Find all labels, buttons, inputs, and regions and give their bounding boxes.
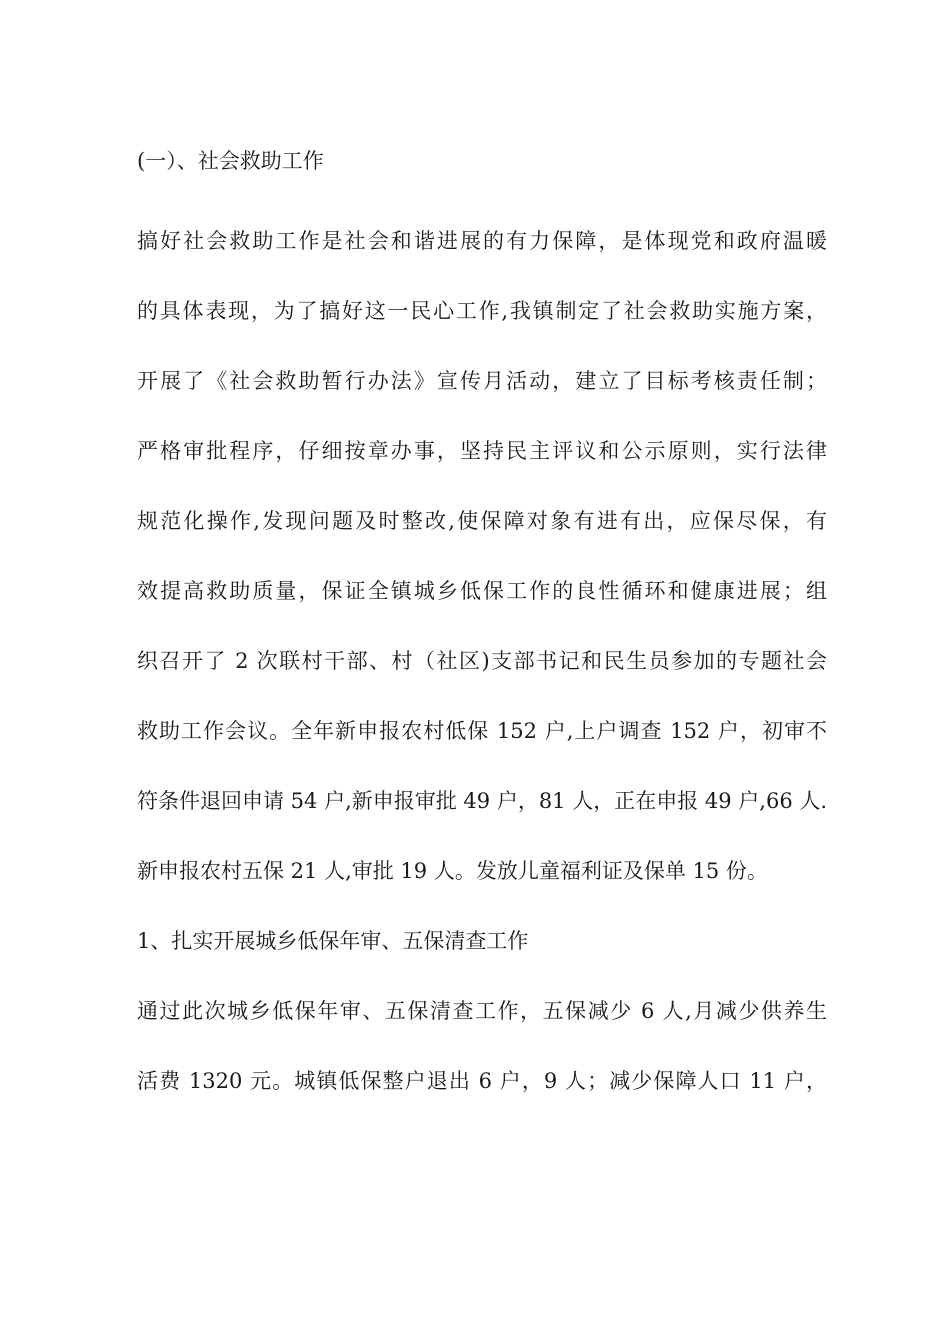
paragraph-line: 开展了《社会救助暂行办法》宣传月活动，建立了目标考核责任制； xyxy=(137,369,827,393)
paragraph-line: 织召开了 2 次联村干部、村（社区)支部书记和民生员参加的专题社会 xyxy=(137,649,827,673)
paragraph-line: 通过此次城乡低保年审、五保清查工作，五保减少 6 人,月减少供养生 xyxy=(137,999,827,1023)
paragraph-line: 搞好社会救助工作是社会和谐进展的有力保障，是体现党和政府温暖 xyxy=(137,229,827,253)
section-heading: (一）、社会救助工作 xyxy=(137,149,324,173)
paragraph-line: 效提高救助质量，保证全镇城乡低保工作的良性循环和健康进展；组 xyxy=(137,579,827,603)
paragraph-line: 救助工作会议。全年新申报农村低保 152 户,上户调查 152 户，初审不 xyxy=(137,719,827,743)
paragraph-line: 严格审批程序，仔细按章办事，坚持民主评议和公示原则，实行法律 xyxy=(137,439,827,463)
subheading: 1、扎实开展城乡低保年审、五保清查工作 xyxy=(137,929,529,953)
paragraph-line: 的具体表现，为了搞好这一民心工作,我镇制定了社会救助实施方案， xyxy=(137,299,827,323)
paragraph-line: 规范化操作,发现问题及时整改,使保障对象有进有出，应保尽保，有 xyxy=(137,509,827,533)
paragraph-line: 活费 1320 元。城镇低保整户退出 6 户，9 人；减少保障人口 11 户， xyxy=(137,1069,827,1093)
paragraph-line: 符条件退回申请 54 户,新申报审批 49 户，81 人，正在申报 49 户,66 人. xyxy=(137,789,827,813)
paragraph-line: 新申报农村五保 21 人,审批 19 人。发放儿童福利证及保单 15 份。 xyxy=(137,859,768,883)
